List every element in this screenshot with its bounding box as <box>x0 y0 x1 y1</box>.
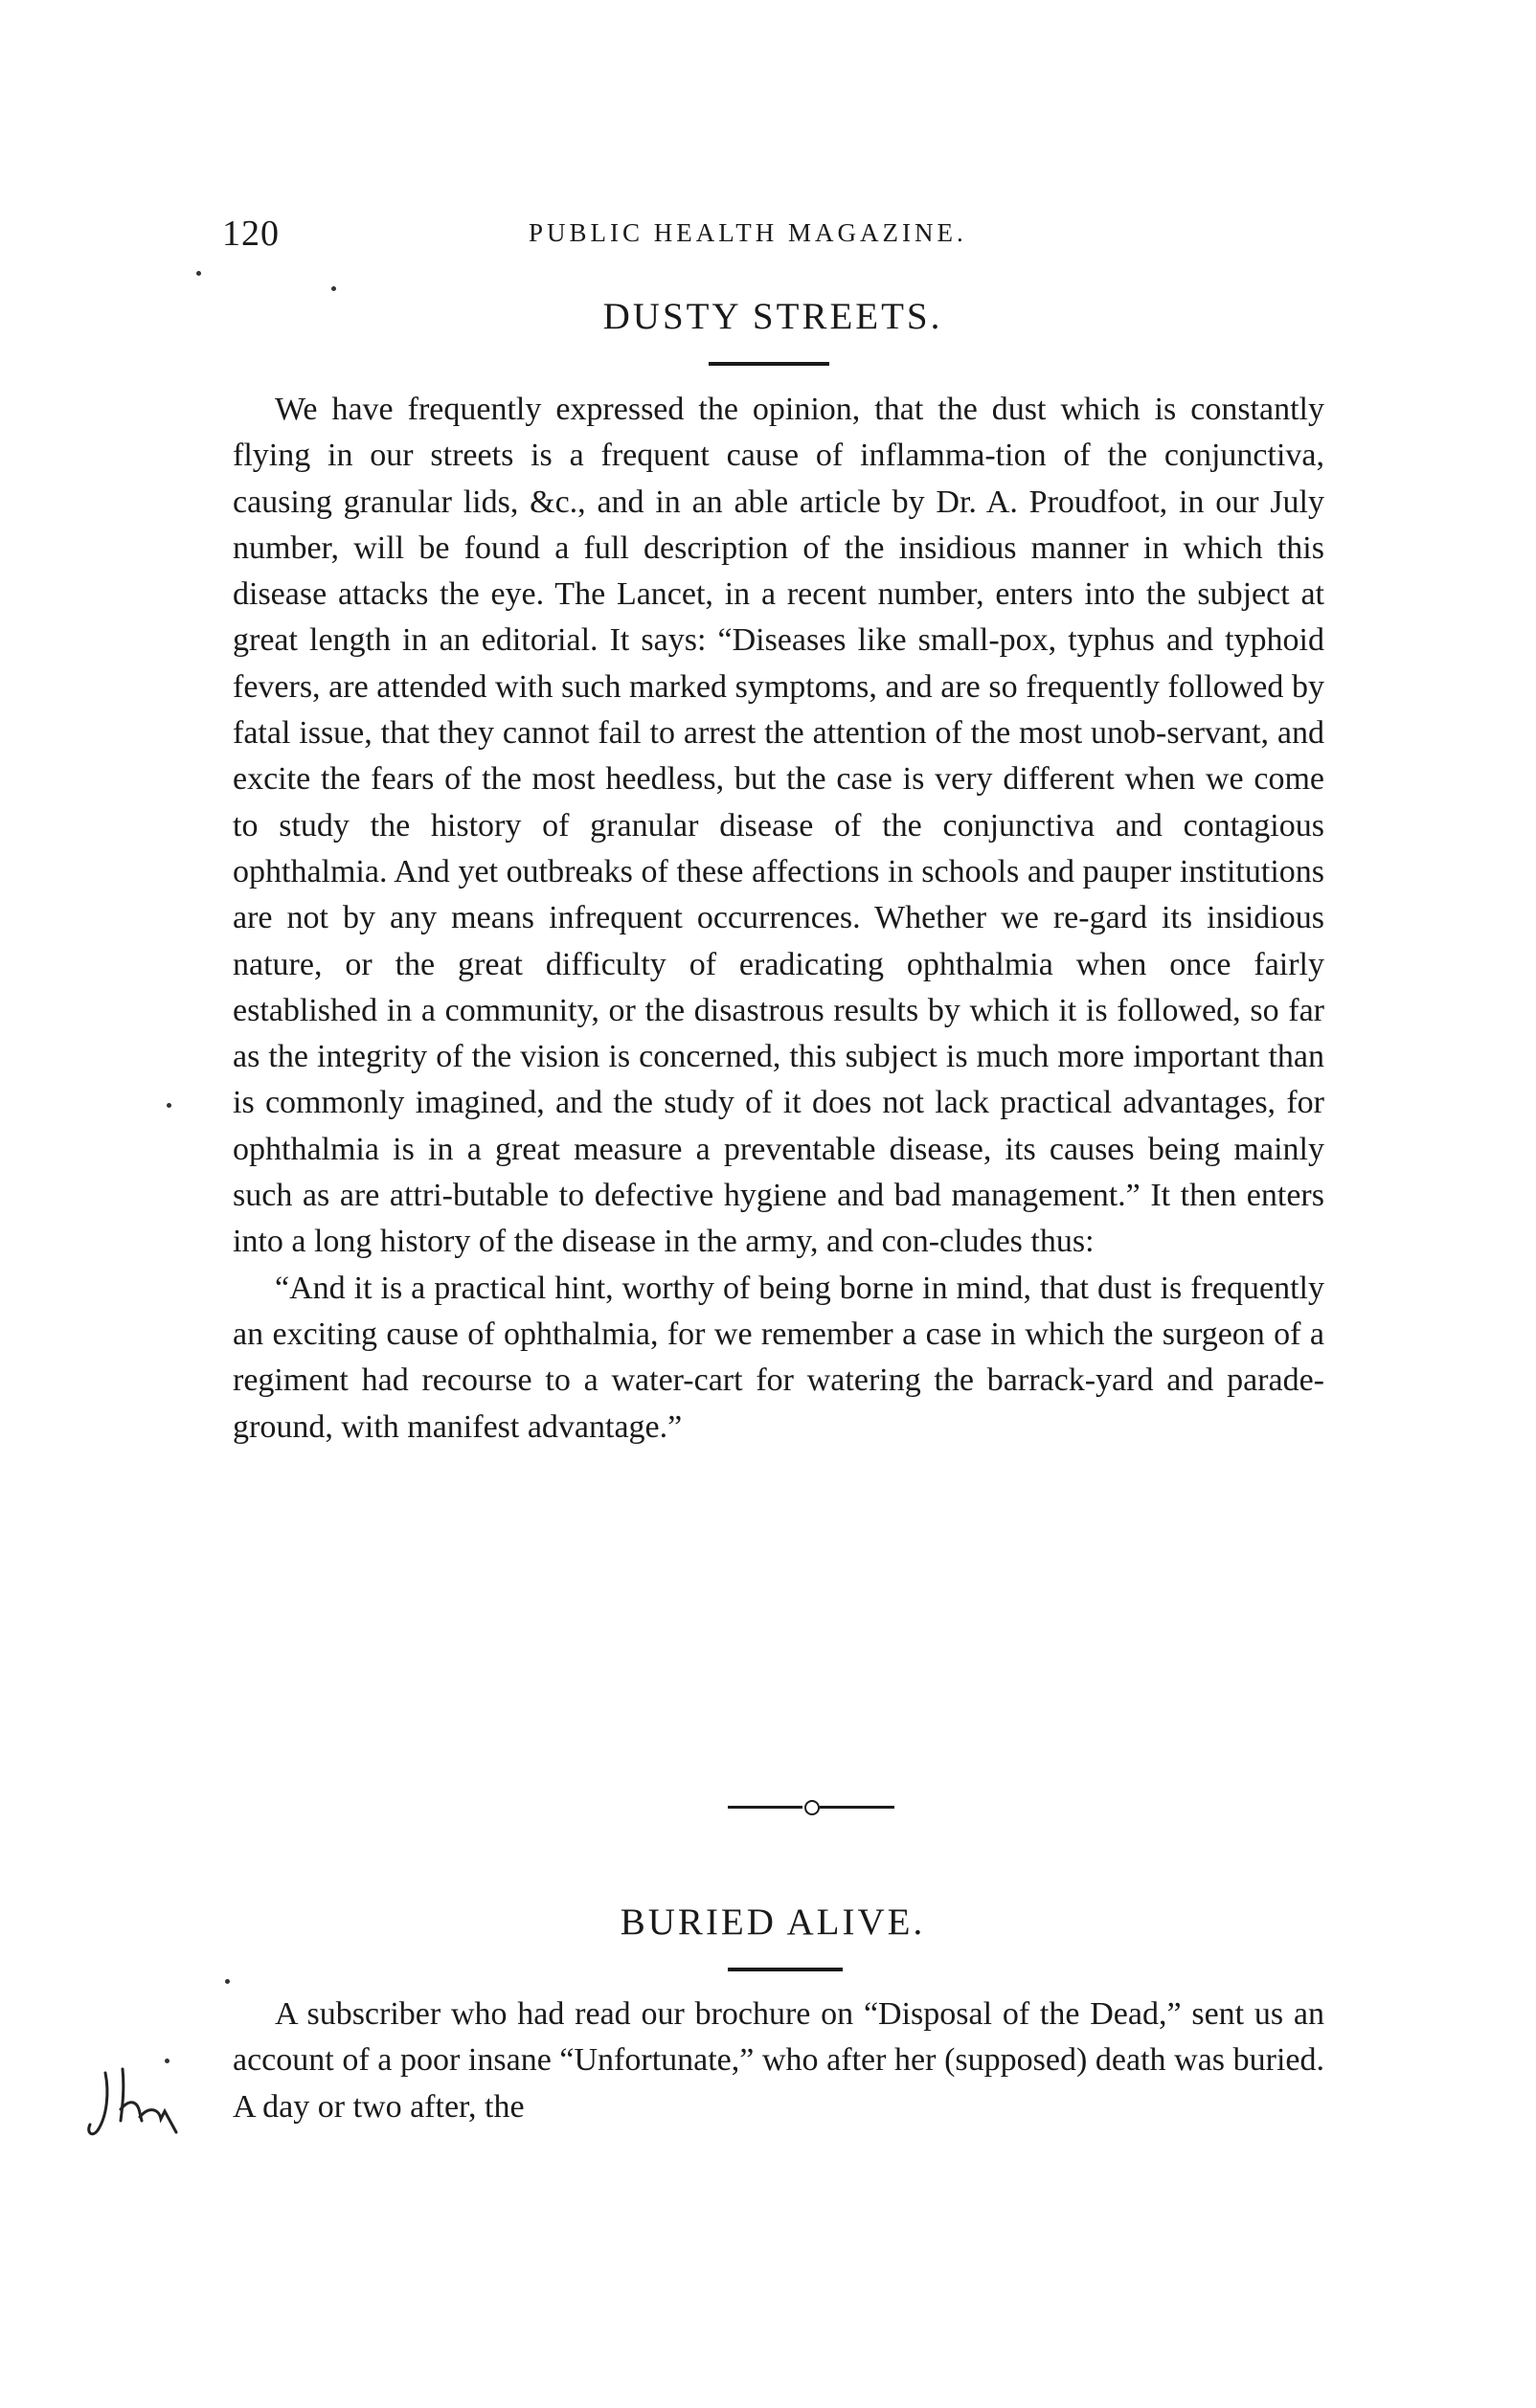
page-number: 120 <box>222 214 280 254</box>
article-title-dusty-streets: DUSTY STREETS. <box>602 296 943 337</box>
quoted-paragraph: “And it is a practical hint, worthy of being borne in mind, that dust is frequently an exciting cause of ophthalmia, for we remember a case in which the surgeon of a regiment had recourse to a water-cart for watering the barrack-yard and parade-ground, with manifest advantage.” <box>233 1270 1324 1445</box>
title-rule <box>709 362 829 366</box>
paper-speck <box>196 271 201 276</box>
running-head <box>222 213 1323 259</box>
paper-speck <box>165 2059 169 2063</box>
body-paragraph: A subscriber who had read our brochure on “Disposal of the Dead,” sent us an account of a poor insane “Unfortunate,” who after her (supposed) death was buried. A day or two after, the <box>233 1996 1324 2125</box>
paper-speck <box>331 286 336 291</box>
handwritten-margin-mark <box>84 2063 199 2154</box>
title-rule <box>728 1968 843 1971</box>
article-body-buried-alive <box>233 1992 1324 2130</box>
paper-speck <box>167 1103 171 1108</box>
section-divider-ornament <box>728 1797 895 1816</box>
body-paragraph: We have frequently expressed the opinion, that the dust which is constantly flying in our streets is a frequent cause of inflamma-tion of the conjunctiva, causing granular lids, &c., and in an able article by Dr. A. Proudfoot, in our July number, will be found a full description of the insidious manner in which this disease attacks the eye. The Lancet, in a recent number, enters into the subject at great length in an editorial. It says: “Diseases like small-pox, typhus and typhoid fevers, are attended with such marked symptoms, and are so frequently followed by fatal issue, that they cannot fail to arrest the attention of the most unob-servant, and excite the fears of the most heedless, but the case is very different when we come to study the history of granular disease of the conjunctiva and contagious ophthalmia. And yet outbreaks of these affections in schools and pauper institutions are not by any means infrequent occurrences. Whether we re-gard its insidious nature, or the great difficulty of eradicating ophthalmia when once fairly established in a community, or the disastrous results by which it is followed, so far as the integrity of the vision is concerned, this subject is much more important than is commonly imagined, and the study of it does not lack practical advantages, for ophthalmia is in a great measure a preventable disease, its causes being mainly such as are attri-butable to defective hygiene and bad management.” It then enters into a long history of the disease in the army, and con-cludes thus: <box>233 392 1324 1260</box>
magazine-title: PUBLIC HEALTH MAGAZINE. <box>529 218 967 247</box>
article-title-buried-alive: BURIED ALIVE. <box>620 1902 926 1943</box>
article-body-dusty-streets <box>233 387 1324 1451</box>
paper-speck <box>225 1979 230 1984</box>
